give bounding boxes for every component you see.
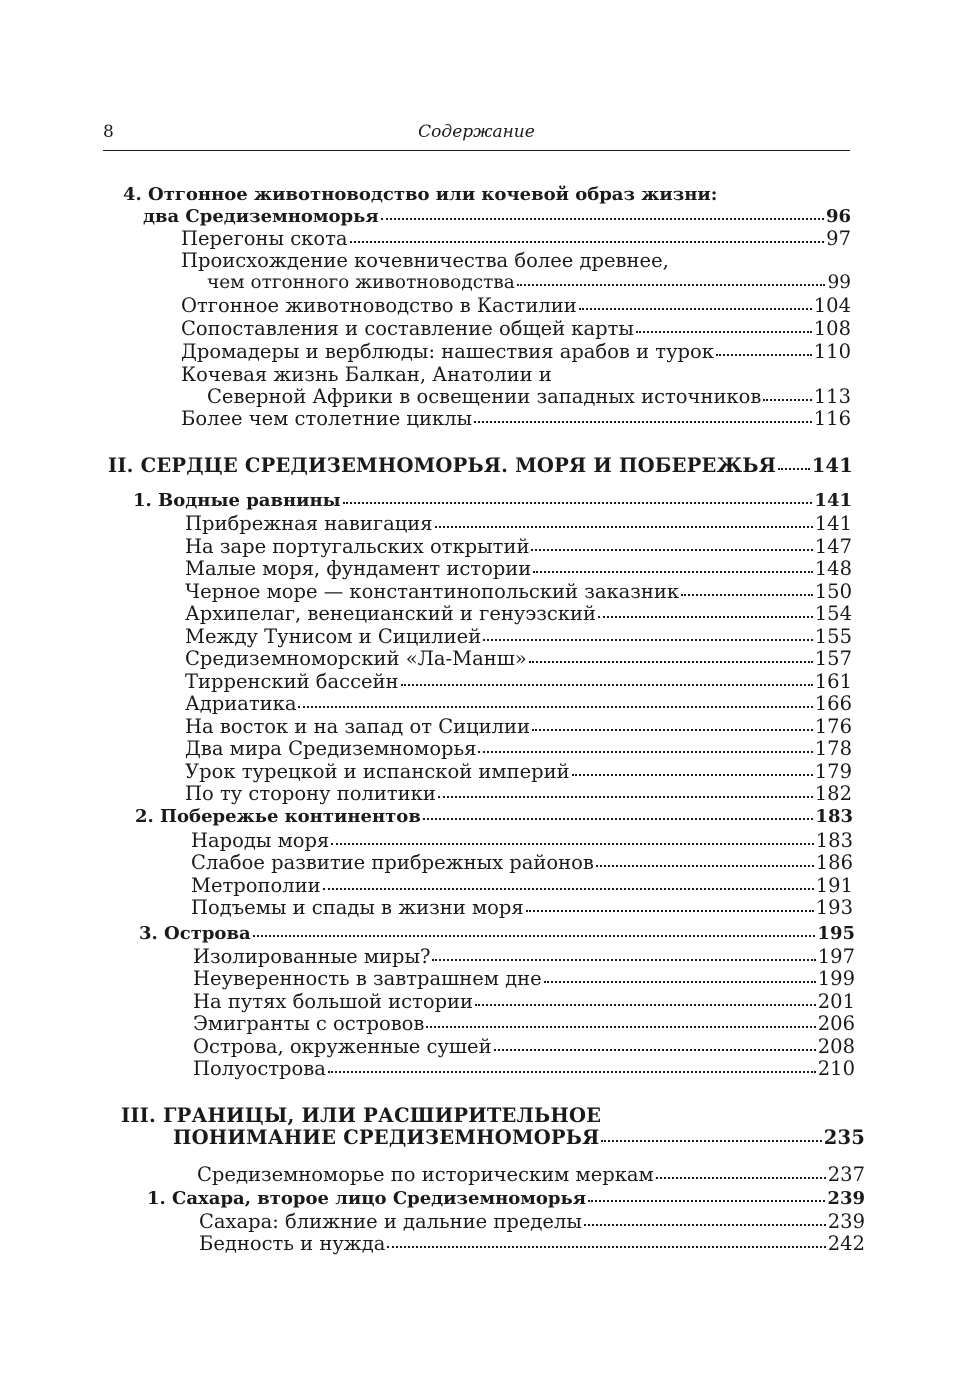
- toc-entry-page: 150: [814, 580, 852, 603]
- toc-entry-title: Сопоставления и составление общей карты: [181, 317, 634, 340]
- dot-leader: [763, 398, 811, 401]
- toc-chapter-heading: [147, 1190, 865, 1208]
- toc-entry-page: 239: [827, 1210, 865, 1233]
- dot-leader: [401, 683, 813, 686]
- dot-leader: [579, 307, 812, 310]
- toc-entry-title: Изолированные миры?: [193, 945, 431, 968]
- toc-entry: [185, 762, 852, 782]
- toc-entry: [185, 784, 852, 804]
- toc-entry-page: 182: [814, 782, 852, 805]
- toc-entry-title: На заре португальских открытий: [185, 535, 530, 558]
- toc-entry-title: Между Тунисом и Сицилией: [185, 625, 482, 648]
- toc-entry: [185, 627, 852, 647]
- toc-entry: [181, 319, 851, 339]
- toc-entry-title: Метрополии: [191, 874, 321, 897]
- toc-entry-page: 186: [815, 851, 853, 874]
- dot-leader: [572, 773, 813, 776]
- toc-entry: [185, 649, 852, 669]
- toc-entry-page: 183: [815, 806, 853, 827]
- dot-leader: [328, 1070, 816, 1073]
- toc-entry: [193, 1037, 855, 1057]
- toc-entry-page: 97: [826, 227, 851, 250]
- toc-entry-title: Тирренский бассейн: [185, 670, 399, 693]
- toc-entry: [199, 1234, 865, 1254]
- toc-entry-page: 206: [817, 1012, 855, 1035]
- dot-leader: [438, 795, 813, 798]
- toc-entry-title: 3. Острова: [139, 923, 251, 944]
- toc-entry-page: 154: [814, 602, 852, 625]
- toc-entry-title: два Средиземноморья: [143, 206, 379, 227]
- toc-entry-title: Неуверенность в завтрашнем дне: [193, 967, 542, 990]
- dot-leader: [475, 1003, 816, 1006]
- dot-leader: [432, 958, 815, 961]
- toc-entry-page: 104: [813, 294, 851, 317]
- toc-entry-page: 193: [815, 896, 853, 919]
- toc-entry-page: 237: [827, 1163, 865, 1186]
- dot-leader: [387, 1245, 825, 1248]
- toc-entry: [197, 1165, 865, 1185]
- toc-entry-page: 197: [817, 945, 855, 968]
- toc-entry: [191, 876, 853, 896]
- toc-entry-page: 195: [817, 923, 855, 944]
- toc-entry-page: 96: [825, 206, 851, 227]
- toc-entry: [207, 387, 851, 407]
- toc-entry-title: На путях большой истории: [193, 990, 474, 1013]
- toc-entry-title: 1. Водные равнины: [133, 490, 341, 511]
- dot-leader: [343, 501, 813, 504]
- toc-entry-title: Сахара: ближние и дальние пределы: [199, 1210, 582, 1233]
- dot-leader: [298, 705, 812, 708]
- dot-leader: [323, 887, 814, 890]
- toc-entry-title: II. СЕРДЦЕ СРЕДИЗЕМНОМОРЬЯ. МОРЯ И ПОБЕРЕЖЬЯ: [108, 454, 777, 477]
- toc-entry-page: 157: [814, 647, 852, 670]
- toc-entry-page: 235: [823, 1126, 865, 1149]
- toc-part-heading: [108, 456, 853, 476]
- dot-leader: [716, 353, 812, 356]
- dot-leader: [526, 909, 814, 912]
- toc-entry-title: Перегоны скота: [181, 227, 348, 250]
- dot-leader: [601, 1139, 821, 1142]
- toc-entry: [207, 274, 851, 293]
- toc-entry-title: Слабое развитие прибрежных районов: [191, 851, 594, 874]
- toc-entry-page: 141: [814, 490, 852, 511]
- toc-entry-title-text: Средиземноморье по историческим меркам: [197, 1163, 654, 1186]
- toc-entry-title: [197, 1165, 654, 1185]
- toc-entry-title: Происхождение кочевничества более древнее,: [181, 249, 669, 272]
- toc-entry-title: Кочевая жизнь Балкан, Анатолии и: [181, 363, 552, 386]
- dot-leader: [588, 1199, 825, 1202]
- toc-chapter-heading: [133, 492, 852, 510]
- toc-entry: [191, 831, 853, 851]
- dot-leader: [435, 525, 813, 528]
- toc-entry-title: Северной Африки в освещении западных источников: [207, 385, 762, 408]
- toc-entry-page: 191: [815, 874, 853, 897]
- dot-leader: [494, 1048, 816, 1051]
- toc-entry-page: 147: [814, 535, 852, 558]
- toc-entry-title: Эмигранты с островов: [193, 1012, 425, 1035]
- toc-entry: [193, 1059, 855, 1079]
- dot-leader: [656, 1176, 826, 1179]
- toc-entry-title: чем отгонного животноводства: [207, 272, 515, 293]
- dot-leader: [483, 638, 813, 641]
- toc-entry-page: 178: [814, 737, 852, 760]
- toc-entry: [185, 739, 852, 759]
- toc-entry-title: Адриатика: [185, 692, 297, 715]
- toc-entry: [181, 342, 851, 362]
- toc-entry-page: 148: [814, 557, 852, 580]
- dot-leader: [331, 842, 813, 845]
- toc-entry: [193, 992, 855, 1012]
- dot-leader: [584, 1223, 826, 1226]
- toc-entry-page: 176: [814, 715, 852, 738]
- toc-entry-page: 113: [813, 385, 851, 408]
- toc-entry-page: 208: [817, 1035, 855, 1058]
- dot-leader: [531, 548, 812, 551]
- toc-part-heading-entry: [173, 1128, 865, 1148]
- toc-entry: [181, 296, 851, 316]
- dot-leader: [529, 660, 813, 663]
- toc-entry-page: 199: [817, 967, 855, 990]
- dot-leader: [596, 864, 814, 867]
- toc-entry-page: 110: [813, 340, 851, 363]
- toc-entry: [193, 947, 855, 967]
- toc-entry: [181, 409, 851, 429]
- page-number: 8: [103, 122, 114, 142]
- dot-leader: [253, 934, 816, 937]
- toc-section-heading-entry: [143, 208, 851, 226]
- toc-entry-title: На восток и на запад от Сицилии: [185, 715, 531, 738]
- toc-entry-title: Малые моря, фундамент истории: [185, 557, 532, 580]
- toc-entry-title: 2. Побережье континентов: [135, 806, 421, 827]
- toc-entry-title: Бедность и нужда: [199, 1232, 386, 1255]
- toc-entry-page: 155: [814, 625, 852, 648]
- toc-entry-title: Урок турецкой и испанской империй: [185, 760, 570, 783]
- toc-chapter-heading: [135, 808, 853, 826]
- toc-entry-title: ПОНИМАНИЕ СРЕДИЗЕМНОМОРЬЯ: [173, 1126, 600, 1149]
- dot-leader: [681, 593, 813, 596]
- toc-entry-title: Острова, окруженные сушей: [193, 1035, 492, 1058]
- toc-entry-title: Подъемы и спады в жизни моря: [191, 896, 524, 919]
- dot-leader: [423, 817, 814, 820]
- dot-leader: [426, 1025, 815, 1028]
- toc-entry: [185, 672, 852, 692]
- toc-entry: [191, 898, 853, 918]
- toc-entry-title: Народы моря: [191, 829, 330, 852]
- toc-part-heading: III. ГРАНИЦЫ, ИЛИ РАСШИРИТЕЛЬНОЕ: [121, 1104, 602, 1127]
- toc-entry-title: 1. Сахара, второе лицо Средиземноморья: [147, 1188, 587, 1209]
- dot-leader: [517, 283, 826, 286]
- toc-entry-page: 141: [811, 454, 853, 477]
- toc-entry-title: Дромадеры и верблюды: нашествия арабов и турок: [181, 340, 714, 363]
- toc-entry-title: Прибрежная навигация: [185, 512, 433, 535]
- toc-entry: [191, 853, 853, 873]
- toc-entry: [185, 604, 852, 624]
- toc-entry-title: Полуострова: [193, 1057, 326, 1080]
- dot-leader: [478, 750, 812, 753]
- toc-entry-title: Черное море — константинопольский заказник: [185, 580, 680, 603]
- dot-leader: [778, 467, 810, 470]
- dot-leader: [544, 980, 816, 983]
- toc-section-heading: 4. Отгонное животноводство или кочевой образ жизни:: [123, 184, 718, 205]
- toc-entry-page: 183: [815, 829, 853, 852]
- toc-entry: [185, 694, 852, 714]
- toc-entry-page: 166: [814, 692, 852, 715]
- dot-leader: [381, 217, 824, 220]
- toc-entry-title: Средиземноморский «Ла-Манш»: [185, 647, 527, 670]
- dot-leader: [350, 240, 825, 243]
- toc-chapter-heading: [139, 925, 855, 943]
- toc-entry: [185, 559, 852, 579]
- dot-leader: [598, 615, 813, 618]
- toc-entry-title: Более чем столетние циклы: [181, 407, 473, 430]
- toc-entry-title: Два мира Средиземноморья: [185, 737, 477, 760]
- toc-entry: [185, 537, 852, 557]
- toc-entry-page: 179: [814, 760, 852, 783]
- toc-entry-page: 210: [817, 1057, 855, 1080]
- running-head: Содержание: [418, 122, 535, 142]
- toc-entry: [193, 969, 855, 989]
- toc-entry-title: Архипелаг, венецианский и генуэзский: [185, 602, 597, 625]
- toc-entry-title: По ту сторону политики: [185, 782, 436, 805]
- toc-entry: [185, 514, 852, 534]
- toc-entry: [199, 1212, 865, 1232]
- toc-entry-page: 239: [827, 1188, 865, 1209]
- toc-entry-page: 242: [827, 1232, 865, 1255]
- toc-entry-page: 161: [814, 670, 852, 693]
- toc-entry-page: 116: [813, 407, 851, 430]
- dot-leader: [636, 330, 812, 333]
- toc-entry-page: 99: [827, 272, 851, 293]
- toc-entry: [185, 582, 852, 602]
- toc-entry-page: 201: [817, 990, 855, 1013]
- toc-entry: [193, 1014, 855, 1034]
- toc-entry-page: 108: [813, 317, 851, 340]
- dot-leader: [474, 420, 812, 423]
- toc-entry: [185, 717, 852, 737]
- toc-entry-page: 141: [814, 512, 852, 535]
- toc-entry-title: Отгонное животноводство в Кастилии: [181, 294, 577, 317]
- dot-leader: [533, 570, 812, 573]
- toc-entry: [181, 229, 851, 249]
- dot-leader: [532, 728, 813, 731]
